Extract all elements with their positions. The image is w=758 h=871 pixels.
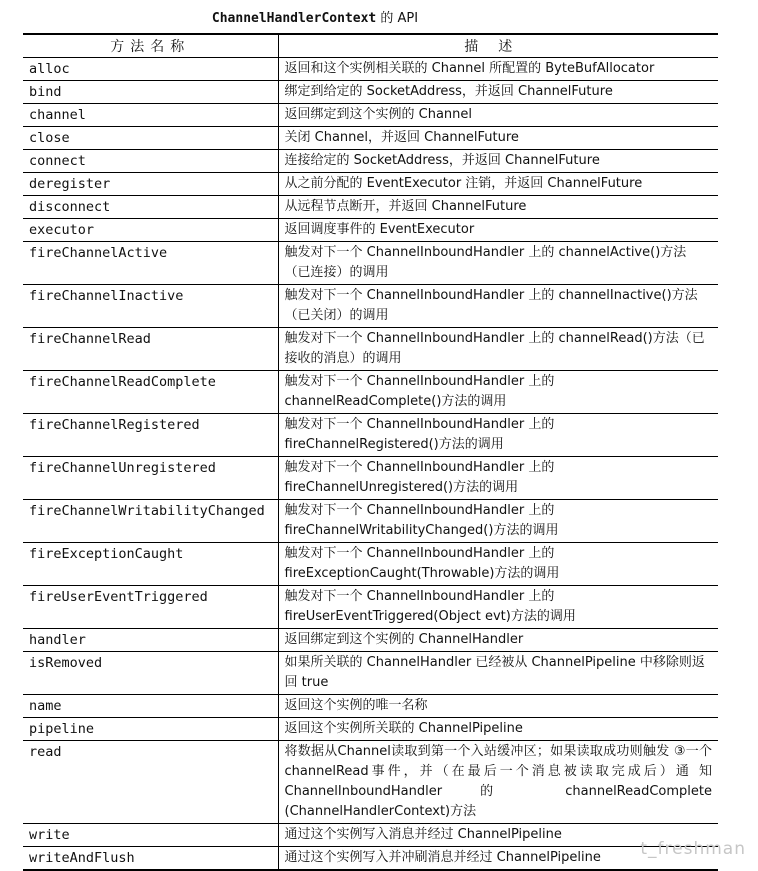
method-name: writeAndFlush bbox=[23, 847, 278, 871]
method-description: 将数据从Channel读取到第一个入站缓冲区；如果读取成功则触发 ③一个channelRead事件，并（在最后一个消息被读取完成后）通 知 ChannelInboundHandler 的 channelReadComplete (ChannelHandlerContext)方法 bbox=[278, 741, 718, 824]
method-name: fireChannelReadComplete bbox=[23, 371, 278, 414]
method-description: 触发对下一个 ChannelInboundHandler 上的 fireUserEventTriggered(Object evt)方法的调用 bbox=[278, 586, 718, 629]
method-description: 如果所关联的 ChannelHandler 已经被从 ChannelPipeline 中移除则返回 true bbox=[278, 652, 718, 695]
api-table bbox=[23, 33, 718, 871]
table-row bbox=[23, 718, 718, 741]
method-description: 从之前分配的 EventExecutor 注销，并返回 ChannelFuture bbox=[278, 173, 718, 196]
method-name: alloc bbox=[23, 58, 278, 81]
method-description: 从远程节点断开，并返回 ChannelFuture bbox=[278, 196, 718, 219]
method-name: disconnect bbox=[23, 196, 278, 219]
method-name: executor bbox=[23, 219, 278, 242]
method-description: 触发对下一个 ChannelInboundHandler 上的 fireChannelWritabilityChanged()方法的调用 bbox=[278, 500, 718, 543]
caption-suffix: 的 API bbox=[376, 11, 419, 26]
method-name: pipeline bbox=[23, 718, 278, 741]
table-row bbox=[23, 586, 718, 629]
caption-class-name: ChannelHandlerContext bbox=[211, 11, 377, 26]
watermark: t_freshman bbox=[640, 839, 746, 859]
table-row bbox=[23, 414, 718, 457]
method-description: 通过这个实例写入消息并经过 ChannelPipeline bbox=[278, 824, 718, 847]
method-name: write bbox=[23, 824, 278, 847]
table-row bbox=[23, 242, 718, 285]
table-row bbox=[23, 58, 718, 81]
table-row bbox=[23, 847, 718, 871]
method-description: 触发对下一个 ChannelInboundHandler 上的 channelInactive()方法（已关闭）的调用 bbox=[278, 285, 718, 328]
table-row bbox=[23, 328, 718, 371]
method-name: fireChannelRead bbox=[23, 328, 278, 371]
method-description: 返回调度事件的 EventExecutor bbox=[278, 219, 718, 242]
method-description: 触发对下一个 ChannelInboundHandler 上的 channelActive()方法（已连接）的调用 bbox=[278, 242, 718, 285]
method-description: 连接给定的 SocketAddress，并返回 ChannelFuture bbox=[278, 150, 718, 173]
table-row bbox=[23, 150, 718, 173]
table-row bbox=[23, 457, 718, 500]
method-name: handler bbox=[23, 629, 278, 652]
method-description: 返回这个实例的唯一名称 bbox=[278, 695, 718, 718]
method-name: fireChannelUnregistered bbox=[23, 457, 278, 500]
method-description: 触发对下一个 ChannelInboundHandler 上的 channelReadComplete()方法的调用 bbox=[278, 371, 718, 414]
table-row bbox=[23, 543, 718, 586]
method-name: channel bbox=[23, 104, 278, 127]
method-name: bind bbox=[23, 81, 278, 104]
table-row bbox=[23, 81, 718, 104]
method-description: 关闭 Channel，并返回 ChannelFuture bbox=[278, 127, 718, 150]
method-name: fireChannelWritabilityChanged bbox=[23, 500, 278, 543]
method-description: 返回和这个实例相关联的 Channel 所配置的 ByteBufAllocator bbox=[278, 58, 718, 81]
method-description: 返回绑定到这个实例的 Channel bbox=[278, 104, 718, 127]
table-row bbox=[23, 371, 718, 414]
table-row bbox=[23, 285, 718, 328]
method-name: read bbox=[23, 741, 278, 824]
table-row bbox=[23, 652, 718, 695]
method-name: isRemoved bbox=[23, 652, 278, 695]
method-description: 触发对下一个 ChannelInboundHandler 上的 fireExceptionCaught(Throwable)方法的调用 bbox=[278, 543, 718, 586]
header-description: 描述 bbox=[278, 34, 718, 58]
table-row bbox=[23, 127, 718, 150]
method-name: fireChannelRegistered bbox=[23, 414, 278, 457]
method-name: close bbox=[23, 127, 278, 150]
method-description: 触发对下一个 ChannelInboundHandler 上的 channelRead()方法（已接收的消息）的调用 bbox=[278, 328, 718, 371]
table-row bbox=[23, 824, 718, 847]
method-name: fireChannelInactive bbox=[23, 285, 278, 328]
method-description: 返回绑定到这个实例的 ChannelHandler bbox=[278, 629, 718, 652]
method-description: 返回这个实例所关联的 ChannelPipeline bbox=[278, 718, 718, 741]
method-name: fireUserEventTriggered bbox=[23, 586, 278, 629]
table-row bbox=[23, 196, 718, 219]
method-description: 绑定到给定的 SocketAddress，并返回 ChannelFuture bbox=[278, 81, 718, 104]
method-name: deregister bbox=[23, 173, 278, 196]
method-name: fireChannelActive bbox=[23, 242, 278, 285]
header-row bbox=[23, 34, 718, 58]
table-row bbox=[23, 695, 718, 718]
table-row bbox=[23, 173, 718, 196]
method-name: connect bbox=[23, 150, 278, 173]
header-method-name: 方法名称 bbox=[23, 34, 278, 58]
table-row bbox=[23, 629, 718, 652]
table-row bbox=[23, 104, 718, 127]
table-row bbox=[23, 500, 718, 543]
method-description: 触发对下一个 ChannelInboundHandler 上的 fireChannelUnregistered()方法的调用 bbox=[278, 457, 718, 500]
method-name: name bbox=[23, 695, 278, 718]
table-caption bbox=[0, 9, 630, 28]
table-row bbox=[23, 741, 718, 824]
method-description: 触发对下一个 ChannelInboundHandler 上的 fireChannelRegistered()方法的调用 bbox=[278, 414, 718, 457]
method-description: 通过这个实例写入并冲刷消息并经过 ChannelPipeline bbox=[284, 850, 601, 865]
table-row bbox=[23, 219, 718, 242]
method-name: fireExceptionCaught bbox=[23, 543, 278, 586]
